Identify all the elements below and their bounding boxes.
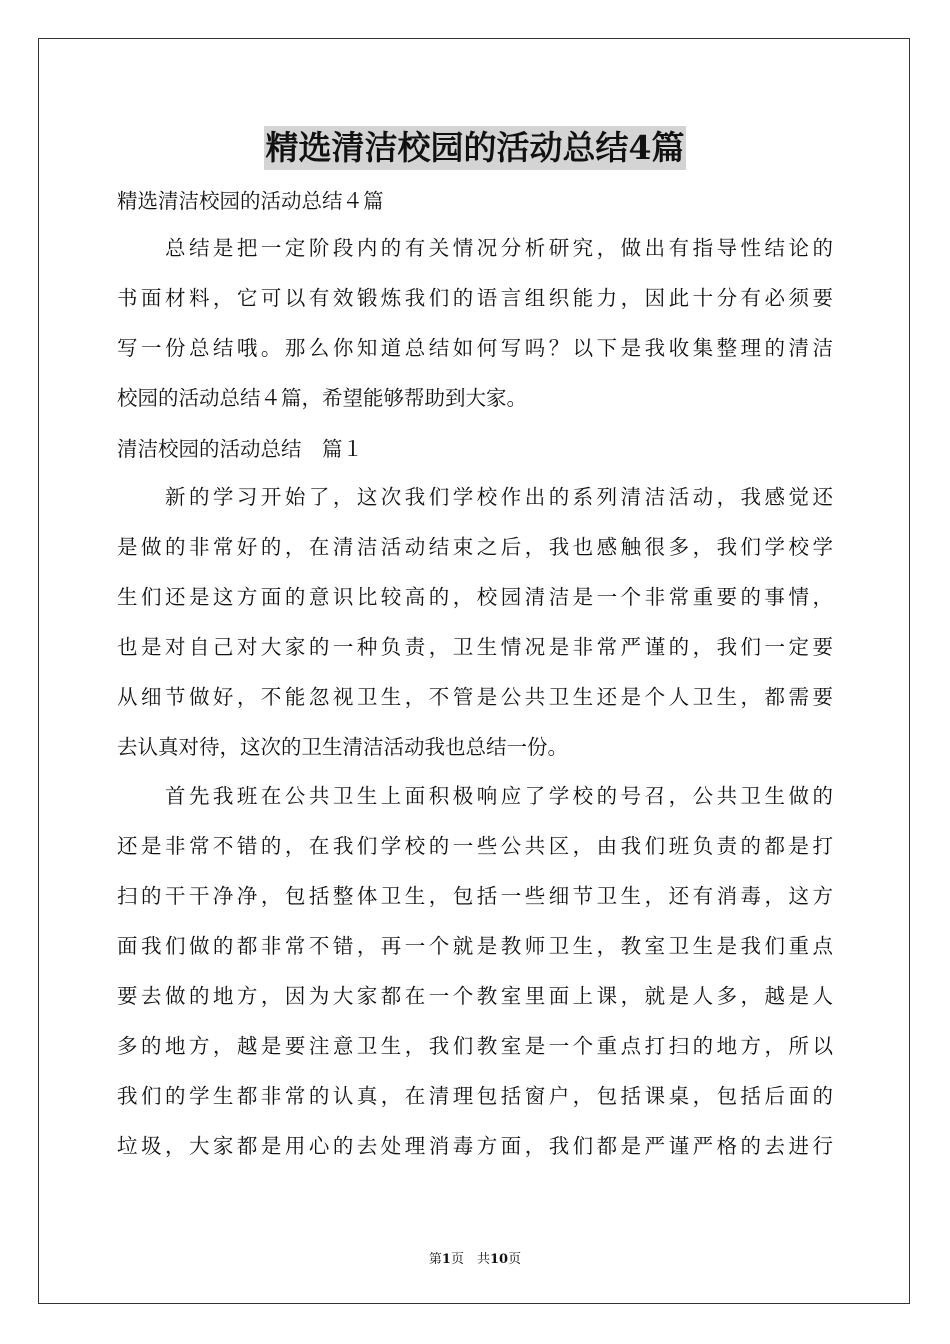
intro-line: 校园的活动总结４篇，希望能够帮助到大家。	[117, 386, 527, 410]
paragraph-line: 首先我班在公共卫生上面积极响应了学校的号召，公共卫生做的	[117, 784, 833, 808]
page-footer	[0, 1248, 950, 1267]
footer-page-prefix: 第	[428, 1252, 442, 1267]
paragraph-line: 要去做的地方，因为大家都在一个教室里面上课，就是人多，越是人	[117, 984, 833, 1008]
intro-line: 书面材料，它可以有效锻炼我们的语言组织能力，因此十分有必须要	[117, 286, 833, 310]
paragraph-line: 也是对自己对大家的一种负责，卫生情况是非常严谨的，我们一定要	[117, 635, 833, 659]
document-subtitle: 精选清洁校园的活动总结４篇	[117, 189, 384, 213]
section-heading: 清洁校园的活动总结 篇１	[117, 437, 363, 461]
intro-line: 总结是把一定阶段内的有关情况分析研究，做出有指导性结论的	[117, 236, 833, 260]
paragraph-line: 是做的非常好的，在清洁活动结束之后，我也感触很多，我们学校学	[117, 535, 833, 559]
paragraph-line: 我们的学生都非常的认真，在清理包括窗户，包括课桌，包括后面的	[117, 1084, 833, 1108]
document-title: 精选清洁校园的活动总结4篇	[264, 126, 687, 170]
paragraph-line: 多的地方，越是要注意卫生，我们教室是一个重点打扫的地方，所以	[117, 1034, 833, 1058]
paragraph-line: 新的学习开始了，这次我们学校作出的系列清洁活动，我感觉还	[117, 485, 833, 509]
paragraph-line: 生们还是这方面的意识比较高的，校园清洁是一个非常重要的事情，	[117, 585, 833, 609]
paragraph-line: 还是非常不错的，在我们学校的一些公共区，由我们班负责的都是打	[117, 834, 833, 858]
intro-line: 写一份总结哦。那么你知道总结如何写吗？以下是我收集整理的清洁	[117, 336, 833, 360]
page-border	[38, 38, 910, 1304]
paragraph-line: 面我们做的都非常不错，再一个就是教师卫生，教室卫生是我们重点	[117, 934, 833, 958]
footer-total-pages: 10	[489, 1252, 509, 1267]
paragraph-line: 去认真对待，这次的卫生清洁活动我也总结一份。	[117, 735, 568, 759]
document-title-container	[0, 126, 950, 170]
footer-page-suffix: 页	[508, 1252, 522, 1267]
footer-page-mid: 页 共	[450, 1252, 490, 1267]
paragraph-line: 扫的干干净净，包括整体卫生，包括一些细节卫生，还有消毒，这方	[117, 884, 833, 908]
paragraph-line: 垃圾，大家都是用心的去处理消毒方面，我们都是严谨严格的去进行	[117, 1134, 833, 1158]
footer-page-number: 1	[441, 1252, 451, 1267]
paragraph-line: 从细节做好，不能忽视卫生，不管是公共卫生还是个人卫生，都需要	[117, 685, 833, 709]
